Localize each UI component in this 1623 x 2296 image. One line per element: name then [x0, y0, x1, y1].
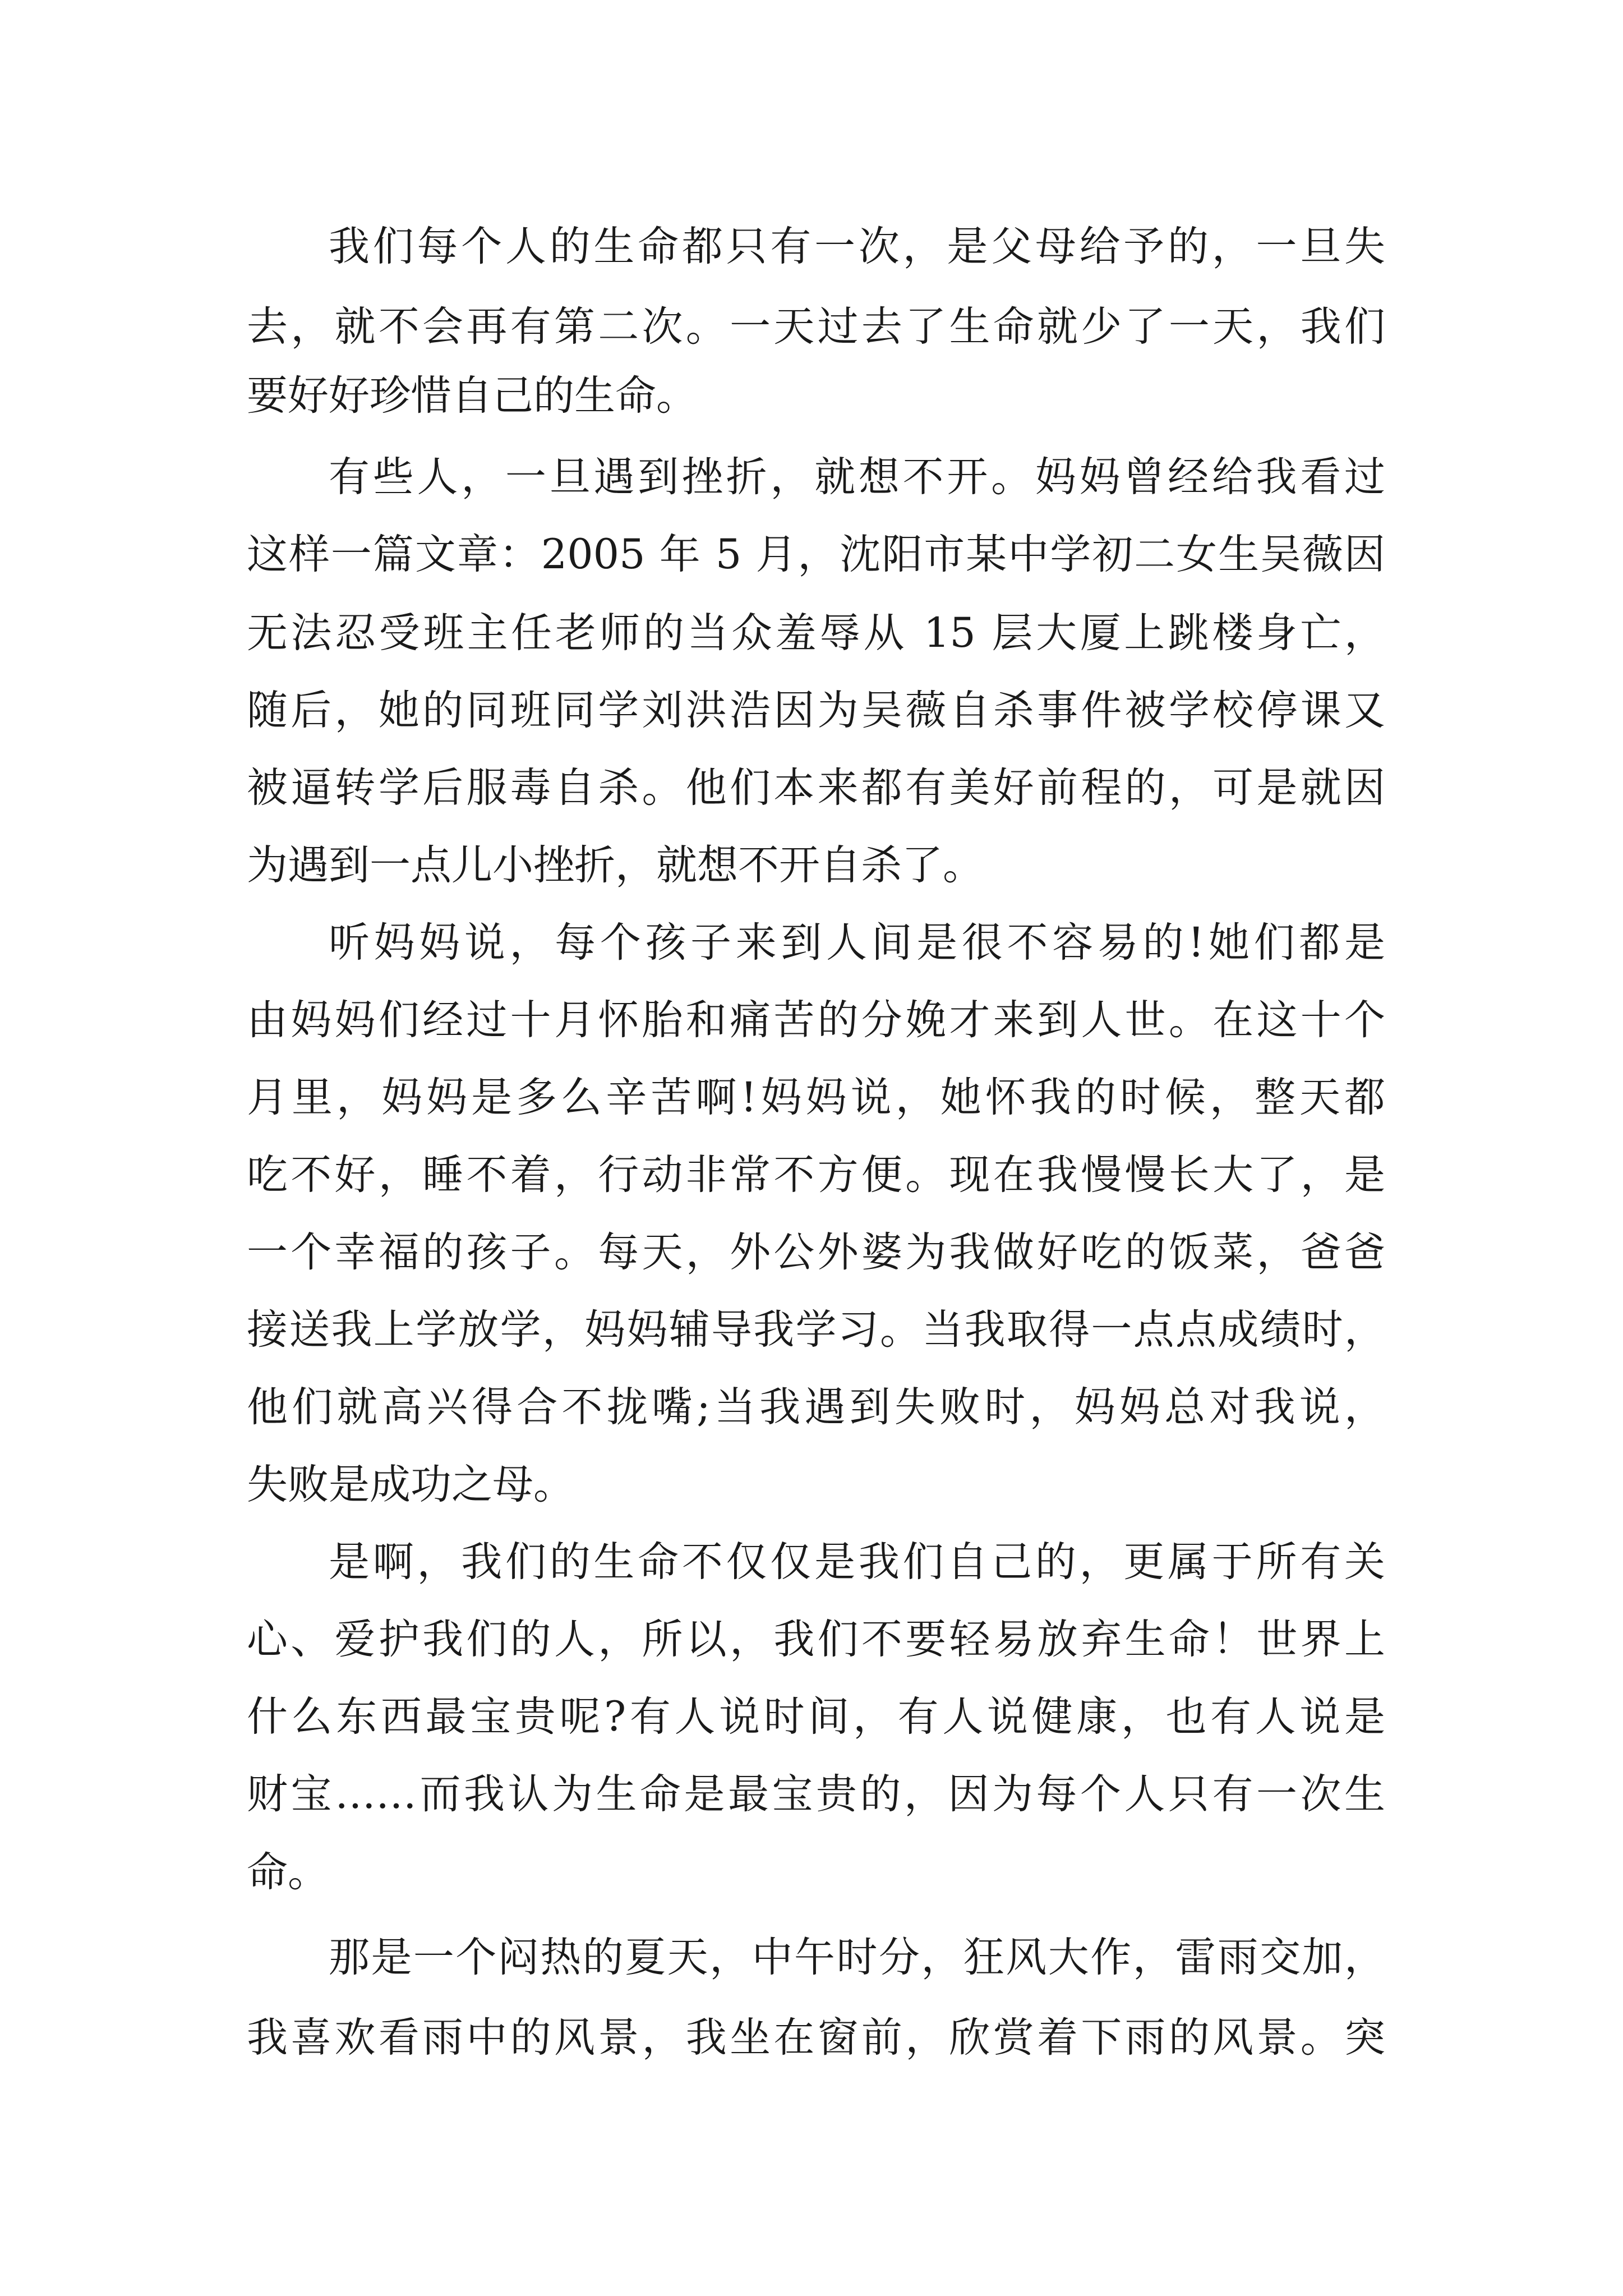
paragraph-5-line-2: 我喜欢看雨中的风景，我坐在窗前，欣赏着下雨的风景。突 — [247, 2014, 1385, 2062]
paragraph-3-line-4: 吃不好，睡不着，行动非常不方便。现在我慢慢长大了，是 — [247, 1151, 1385, 1199]
paragraph-4-line-4: 财宝……而我认为生命是最宝贵的，因为每个人只有一次生 — [247, 1770, 1385, 1818]
paragraph-2-line-5: 被逼转学后服毒自杀。他们本来都有美好前程的，可是就因 — [247, 764, 1385, 812]
paragraph-3-line-3: 月里，妈妈是多么辛苦啊!妈妈说，她怀我的时候，整天都 — [247, 1074, 1385, 1121]
paragraph-3-line-5: 一个幸福的孩子。每天，外公外婆为我做好吃的饭菜，爸爸 — [247, 1228, 1385, 1276]
paragraph-3-line-1: 听妈妈说，每个孩子来到人间是很不容易的!她们都是 — [329, 919, 1385, 967]
paragraph-2-line-2: 这样一篇文章：2005 年 5 月，沈阳市某中学初二女生吴薇因 — [247, 531, 1385, 578]
paragraph-3-line-7: 他们就高兴得合不拢嘴;当我遇到失败时，妈妈总对我说， — [247, 1383, 1385, 1431]
paragraph-5-line-1: 那是一个闷热的夏天，中午时分，狂风大作，雷雨交加， — [329, 1934, 1385, 1981]
paragraph-3-line-2: 由妈妈们经过十月怀胎和痛苦的分娩才来到人世。在这十个 — [247, 996, 1385, 1044]
paragraph-4-line-5: 命。 — [247, 1848, 329, 1896]
paragraph-3-line-6: 接送我上学放学，妈妈辅导我学习。当我取得一点点成绩时， — [247, 1306, 1385, 1354]
paragraph-2-line-6: 为遇到一点儿小挫折，就想不开自杀了。 — [247, 841, 984, 889]
paragraph-2-line-4: 随后，她的同班同学刘洪浩因为吴薇自杀事件被学校停课又 — [247, 687, 1385, 734]
paragraph-4-line-3: 什么东西最宝贵呢?有人说时间，有人说健康，也有人说是 — [247, 1693, 1385, 1741]
paragraph-1-line-3: 要好好珍惜自己的生命。 — [247, 372, 697, 420]
paragraph-1-line-1: 我们每个人的生命都只有一次，是父母给予的，一旦失 — [329, 223, 1385, 270]
paragraph-2-line-1: 有些人，一旦遇到挫折，就想不开。妈妈曾经给我看过 — [329, 453, 1385, 501]
paragraph-4-line-1: 是啊，我们的生命不仅仅是我们自己的，更属于所有关 — [329, 1538, 1385, 1586]
paragraph-2-line-3: 无法忍受班主任老师的当众羞辱从 15 层大厦上跳楼身亡， — [247, 609, 1385, 657]
paragraph-1-line-2: 去，就不会再有第二次。一天过去了生命就少了一天，我们 — [247, 303, 1385, 351]
paragraph-4-line-2: 心、爱护我们的人，所以，我们不要轻易放弃生命！世界上 — [247, 1616, 1385, 1663]
paragraph-3-line-8: 失败是成功之母。 — [247, 1461, 574, 1508]
